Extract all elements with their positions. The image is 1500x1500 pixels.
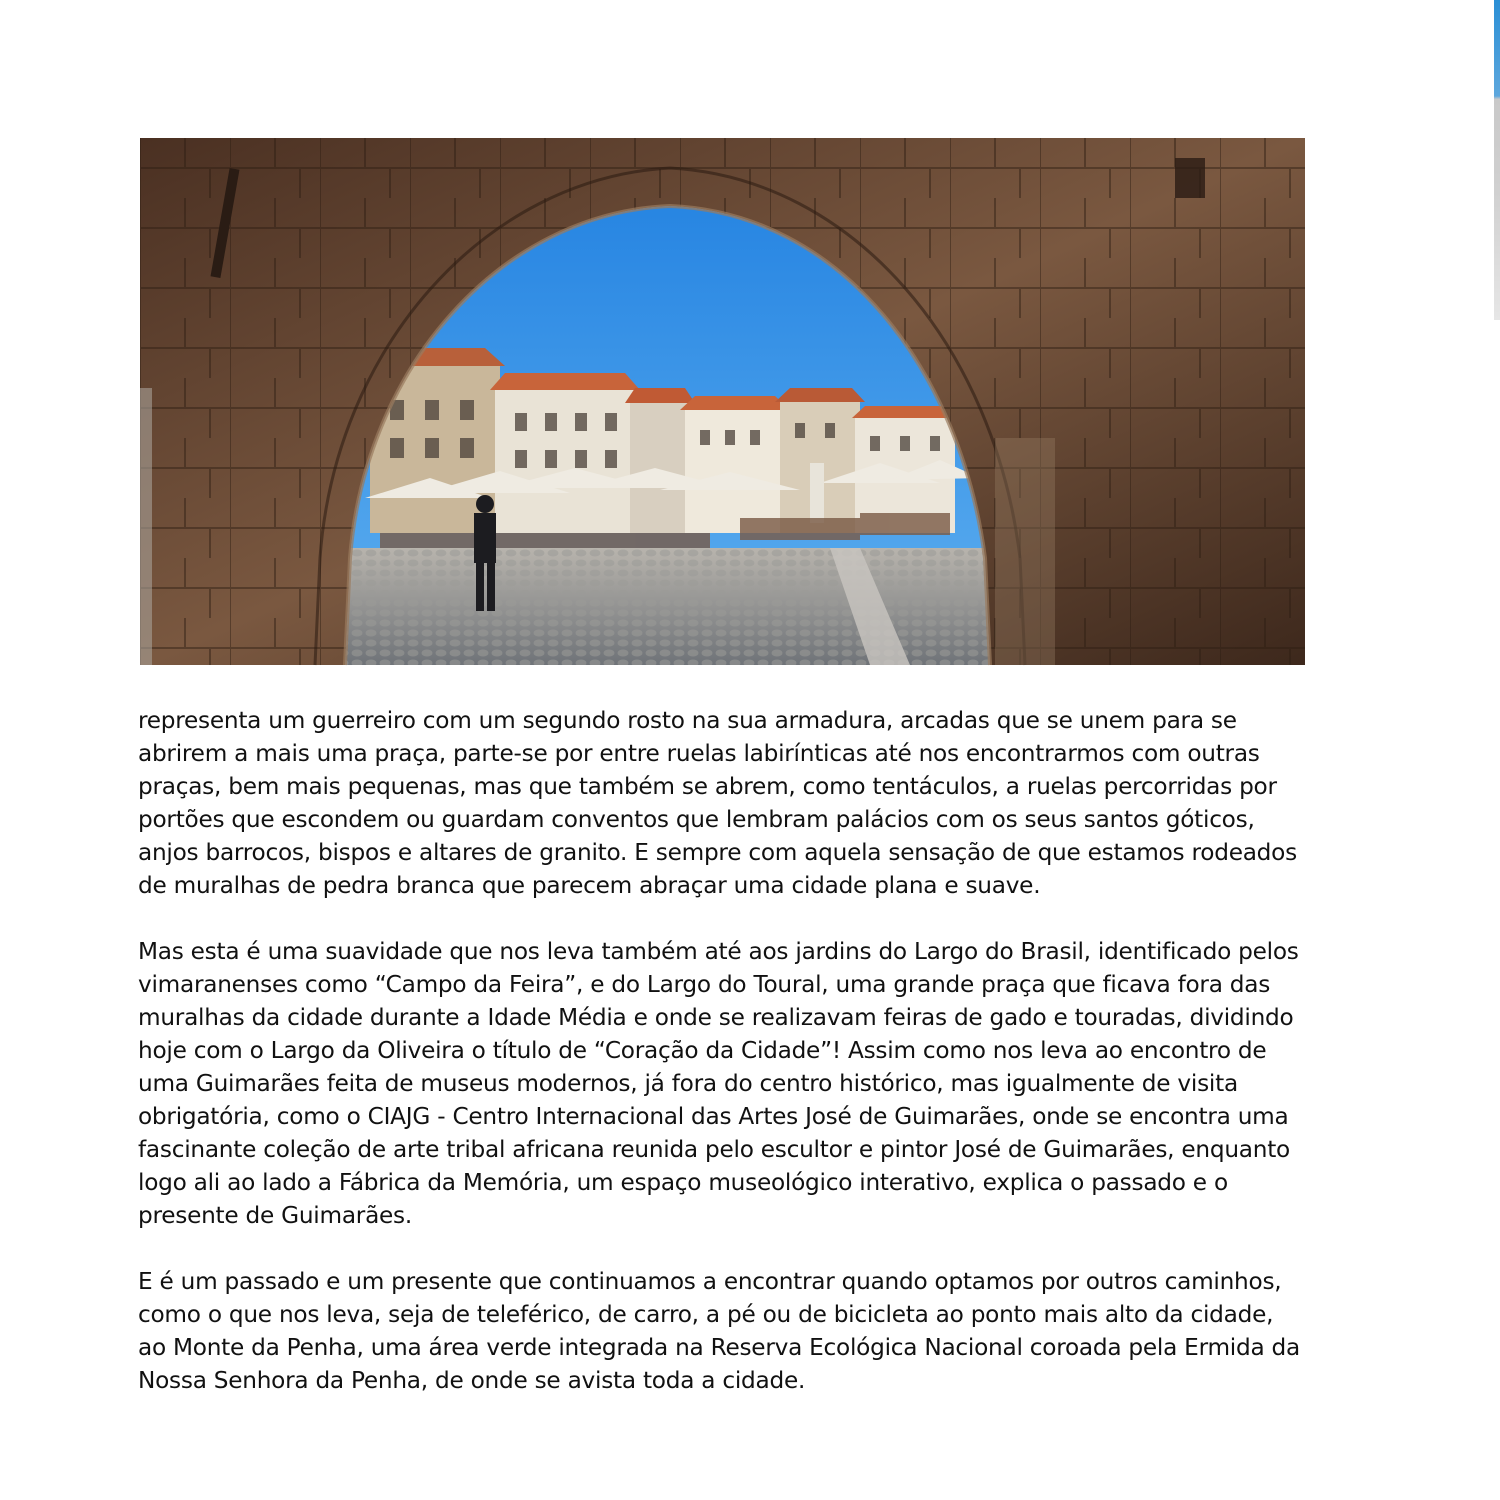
window-edge-strip	[1494, 0, 1500, 320]
archway-photo	[140, 138, 1305, 665]
article-body	[138, 704, 1358, 1394]
article-paragraph-2: Mas esta é uma suavidade que nos leva também até aos jardins do Largo do Brasil, identificado pelos vimaranenses como “Campo da Feira”, e do Largo do Toural, uma grande praça que ficava fora das muralhas da cidade durante a Idade Média e onde se realizavam feiras de gado e touradas, dividindo hoje com o Largo da Oliveira o título de “Coração da Cidade”! Assim como nos leva ao encontro de uma Guimarães feita de museus modernos, já fora do centro histórico, mas igualmente de visita obrigatória, como o CIAJG - Centro Internacional das Artes José de Guimarães, onde se encontra uma fascinante coleção de arte tribal africana reunida pelo escultor e pintor José de Guimarães, enquanto logo ali ao lado a Fábrica da Memória, um espaço museológico interativo, explica o passado e o presente de Guimarães.	[138, 938, 1299, 1229]
article-paragraph-3: E é um passado e um presente que continuamos a encontrar quando optamos por outros caminhos, como o que nos leva, seja de teleférico, de carro, a pé ou de bicicleta ao ponto mais alto da cidade, ao Monte da Penha, uma área verde integrada na Reserva Ecológica Nacional coroada pela Ermida da Nossa Senhora da Penha, de onde se avista toda a cidade.	[138, 1268, 1300, 1394]
article-paragraph-1: representa um guerreiro com um segundo rosto na sua armadura, arcadas que se unem para se abrirem a mais uma praça, parte-se por entre ruelas labirínticas até nos encontrarmos com outras praças, bem mais pequenas, mas que também se abrem, como tentáculos, a ruelas percorridas por portões que escondem ou guardam conventos que lembram palácios com os seus santos góticos, anjos barrocos, bispos e altares de granito. E sempre com aquela sensação de que estamos rodeados de muralhas de pedra branca que parecem abraçar uma cidade plana e suave.	[138, 707, 1297, 899]
